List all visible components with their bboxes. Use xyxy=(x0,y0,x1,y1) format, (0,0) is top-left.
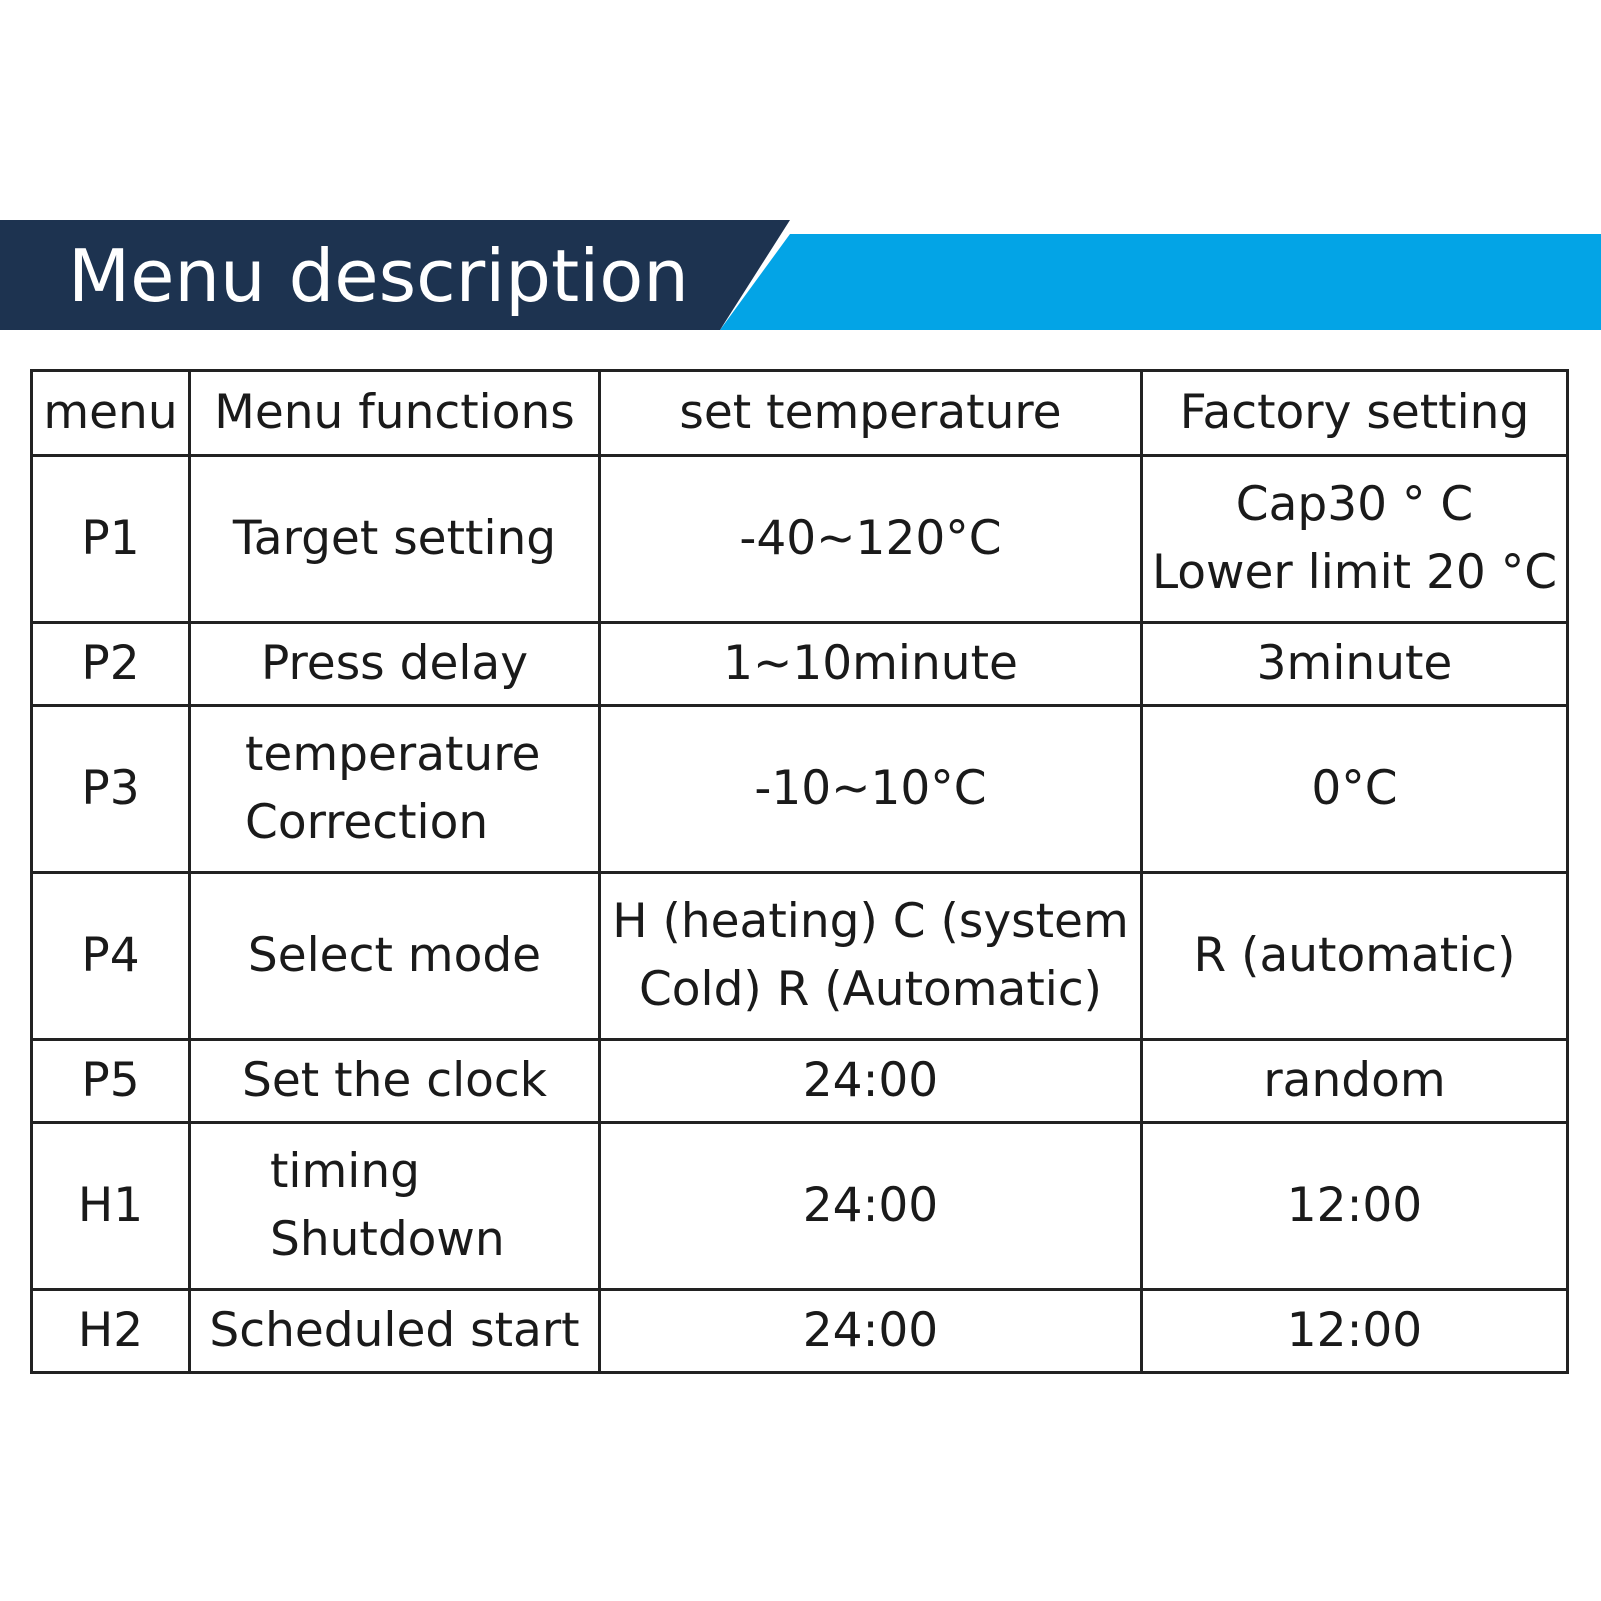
cell-function xyxy=(190,456,600,623)
cell-function xyxy=(190,1290,600,1373)
cell-line: Select mode xyxy=(247,928,542,983)
cell-range xyxy=(600,1290,1142,1373)
table-header-row xyxy=(32,371,1568,456)
cell-line: -10~10°C xyxy=(754,761,987,816)
table-row xyxy=(32,1123,1568,1290)
cell-line: 12:00 xyxy=(1286,1303,1423,1358)
banner-accent-stripe xyxy=(720,234,1601,330)
cell-factory xyxy=(1142,623,1568,706)
cell-function xyxy=(190,1123,600,1290)
cell-function xyxy=(190,706,600,873)
cell-line: random xyxy=(1263,1053,1446,1108)
header-cell-menu: menu xyxy=(32,371,190,456)
menu-table xyxy=(30,369,1569,1374)
cell-range xyxy=(600,1040,1142,1123)
cell-range xyxy=(600,456,1142,623)
cell-range xyxy=(600,873,1142,1040)
cell-factory xyxy=(1142,1040,1568,1123)
cell-function xyxy=(190,1040,600,1123)
table-row xyxy=(32,873,1568,1040)
cell-line: 24:00 xyxy=(802,1178,939,1233)
cell-line: Set the clock xyxy=(242,1053,547,1108)
cell-range xyxy=(600,1123,1142,1290)
cell-line: 12:00 xyxy=(1286,1178,1423,1233)
cell-line: 24:00 xyxy=(802,1053,939,1108)
cell-factory xyxy=(1142,456,1568,623)
cell-code: P1 xyxy=(32,456,190,623)
table-row xyxy=(32,456,1568,623)
table-row xyxy=(32,1290,1568,1373)
cell-line: Correction xyxy=(245,795,489,850)
cell-code: P4 xyxy=(32,873,190,1040)
cell-code: H1 xyxy=(32,1123,190,1290)
cell-factory xyxy=(1142,1123,1568,1290)
cell-code: H2 xyxy=(32,1290,190,1373)
cell-function xyxy=(190,623,600,706)
cell-line: Target setting xyxy=(232,511,557,566)
cell-line: Cold) R (Automatic) xyxy=(638,962,1103,1017)
cell-line: timing xyxy=(270,1144,420,1199)
cell-line: Cap30 ° C xyxy=(1235,477,1474,532)
cell-line: Lower limit 20 °C xyxy=(1151,545,1558,600)
header-banner xyxy=(0,220,1601,330)
cell-function xyxy=(190,873,600,1040)
header-cell-set-temperature: set temperature xyxy=(600,371,1142,456)
cell-code: P5 xyxy=(32,1040,190,1123)
cell-line: R (automatic) xyxy=(1193,928,1516,983)
cell-line: Press delay xyxy=(260,636,529,691)
cell-line: 0°C xyxy=(1311,761,1398,816)
cell-factory xyxy=(1142,706,1568,873)
table-row xyxy=(32,706,1568,873)
header-cell-functions: Menu functions xyxy=(190,371,600,456)
cell-line: Shutdown xyxy=(270,1212,505,1267)
cell-factory xyxy=(1142,1290,1568,1373)
cell-line: 3minute xyxy=(1256,636,1453,691)
cell-line: H (heating) C (system xyxy=(612,894,1129,949)
cell-range xyxy=(600,706,1142,873)
page-title: Menu description xyxy=(68,234,689,318)
cell-line: 1~10minute xyxy=(723,636,1018,691)
header-cell-factory-setting: Factory setting xyxy=(1142,371,1568,456)
table-row xyxy=(32,623,1568,706)
table-row xyxy=(32,1040,1568,1123)
cell-line: 24:00 xyxy=(802,1303,939,1358)
cell-code: P3 xyxy=(32,706,190,873)
cell-factory xyxy=(1142,873,1568,1040)
cell-line: temperature xyxy=(245,727,541,782)
cell-code: P2 xyxy=(32,623,190,706)
cell-line: Scheduled start xyxy=(209,1303,580,1358)
cell-range xyxy=(600,623,1142,706)
cell-line: -40~120°C xyxy=(739,511,1002,566)
